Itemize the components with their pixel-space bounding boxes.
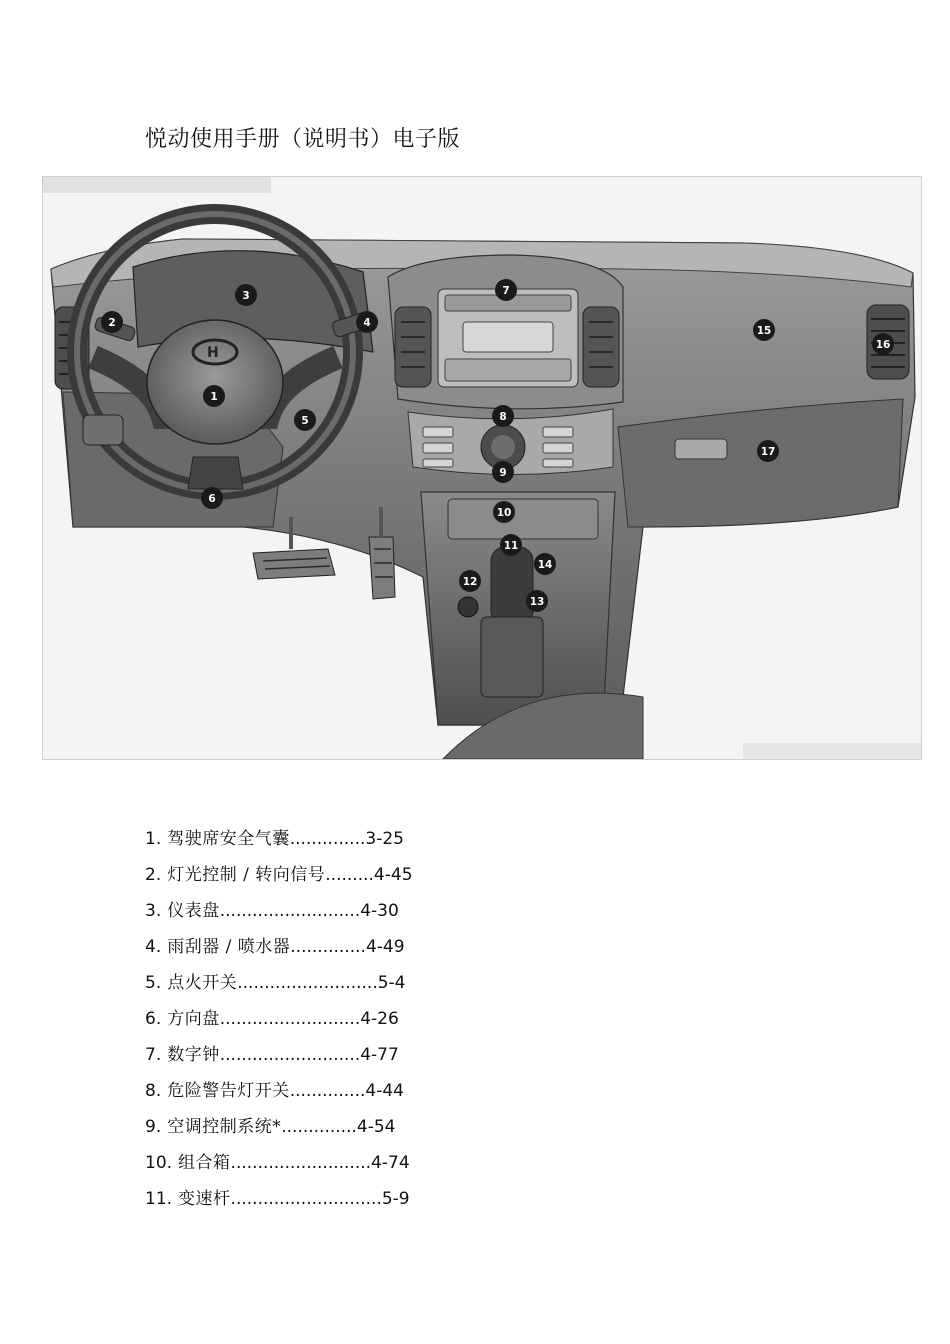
callout-badge-14 <box>534 553 556 575</box>
callout-badge-10 <box>493 501 515 523</box>
svg-text:9: 9 <box>499 467 507 479</box>
document-title: 悦动使用手册（说明书）电子版 <box>145 127 461 152</box>
index-item: 11. 变速杆............................5-9 <box>145 1189 410 1209</box>
index-item: 4. 雨刮器 / 喷水器..............4-49 <box>145 937 405 957</box>
index-item: 5. 点火开关..........................5-4 <box>145 973 406 993</box>
callout-badge-5 <box>294 409 316 431</box>
callout-badge-6 <box>201 487 223 509</box>
svg-text:H: H <box>207 345 219 361</box>
svg-text:10: 10 <box>496 507 512 519</box>
svg-text:17: 17 <box>760 446 776 458</box>
callout-badge-15 <box>753 319 775 341</box>
index-item: 6. 方向盘..........................4-26 <box>145 1009 399 1029</box>
svg-text:2: 2 <box>108 317 116 329</box>
index-item: 8. 危险警告灯开关..............4-44 <box>145 1081 404 1101</box>
callout-badge-3 <box>235 284 257 306</box>
svg-text:11: 11 <box>503 540 519 552</box>
svg-text:15: 15 <box>756 325 772 337</box>
callout-badge-4 <box>356 311 378 333</box>
index-item: 2. 灯光控制 / 转向信号.........4-45 <box>145 865 413 885</box>
svg-text:6: 6 <box>208 493 216 505</box>
dashboard-illustration <box>42 176 922 760</box>
callout-badge-7 <box>495 279 517 301</box>
component-index-list <box>145 824 413 1220</box>
callout-badge-8 <box>492 405 514 427</box>
svg-text:12: 12 <box>462 576 478 588</box>
callout-badge-12 <box>459 570 481 592</box>
dashboard-drawing <box>43 177 921 759</box>
svg-text:1: 1 <box>210 391 218 403</box>
callout-badge-9 <box>492 461 514 483</box>
svg-text:16: 16 <box>875 339 891 351</box>
callout-badge-17 <box>757 440 779 462</box>
svg-text:8: 8 <box>499 411 507 423</box>
index-item: 10. 组合箱..........................4-74 <box>145 1153 410 1173</box>
svg-text:3: 3 <box>242 290 250 302</box>
svg-text:14: 14 <box>537 559 553 571</box>
index-item: 3. 仪表盘..........................4-30 <box>145 901 399 921</box>
svg-text:5: 5 <box>301 415 309 427</box>
callout-badge-16 <box>872 333 894 355</box>
callout-badge-11 <box>500 534 522 556</box>
svg-text:13: 13 <box>529 596 545 608</box>
index-item: 9. 空调控制系统*..............4-54 <box>145 1117 396 1137</box>
index-item: 1. 驾驶席安全气囊..............3-25 <box>145 829 404 849</box>
svg-text:7: 7 <box>502 285 510 297</box>
svg-text:4: 4 <box>363 317 371 329</box>
index-item: 7. 数字钟..........................4-77 <box>145 1045 399 1065</box>
callout-badge-13 <box>526 590 548 612</box>
callout-badge-1 <box>203 385 225 407</box>
callout-badge-2 <box>101 311 123 333</box>
